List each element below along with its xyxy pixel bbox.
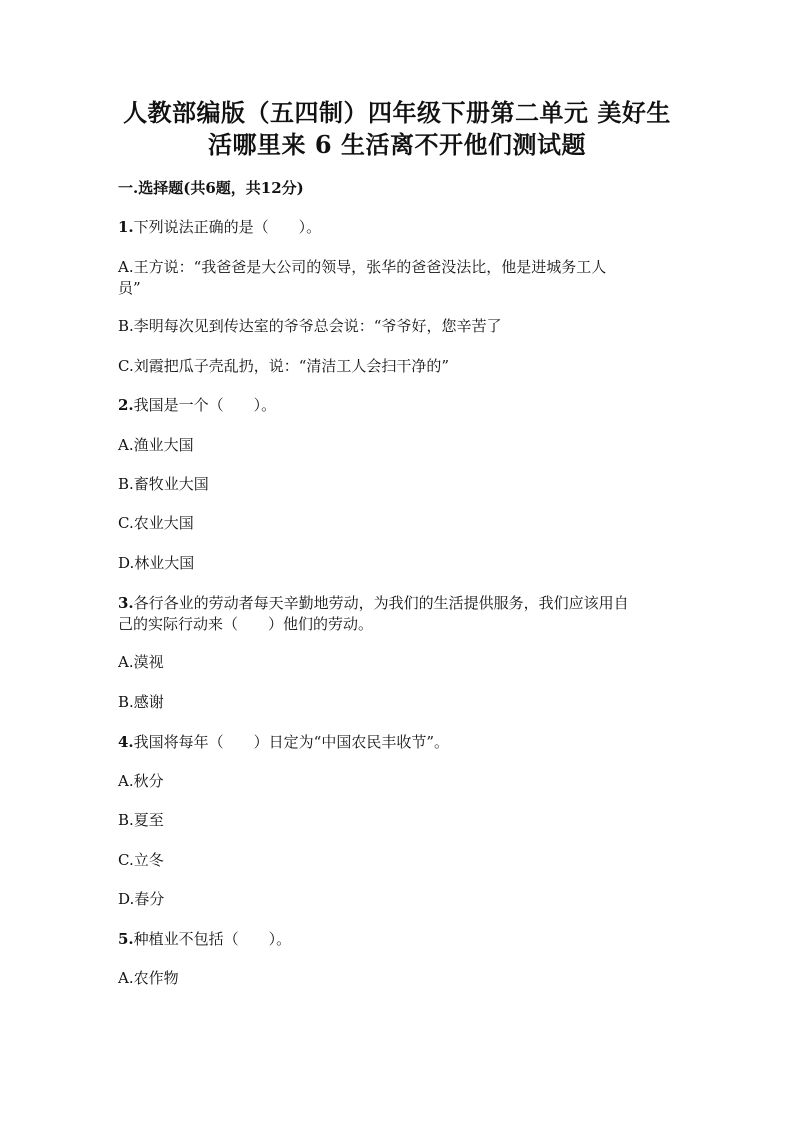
question-2 <box>118 394 678 416</box>
question-number: 1. <box>118 218 134 236</box>
q4-option-b: B.夏至 <box>118 811 164 829</box>
q2-option-b: B.畜牧业大国 <box>118 475 209 493</box>
q3-option-a: A.漠视 <box>118 653 164 671</box>
question-number: 4. <box>118 733 134 751</box>
question-stem-line1: 各行各业的劳动者每天辛勤地劳动，为我们的生活提供服务，我们应该用自 <box>133 594 629 612</box>
q1-option-a-line1: A.王方说：“我爸爸是大公司的领导，张华的爸爸没法比，他是进城务工人 <box>118 258 607 276</box>
question-stem: 下列说法正确的是（ ）。 <box>133 218 322 236</box>
question-5 <box>118 928 678 950</box>
q4-option-d: D.春分 <box>118 890 165 908</box>
question-stem: 我国将每年（ ）日定为“中国农民丰收节”。 <box>133 733 450 751</box>
question-stem: 我国是一个（ ）。 <box>133 396 277 414</box>
q3-option-b: B.感谢 <box>118 693 164 711</box>
q4-option-c: C.立冬 <box>118 851 164 869</box>
q1-option-a-line2: 员” <box>118 279 141 297</box>
question-1 <box>118 216 678 238</box>
q5-option-a: A.农作物 <box>118 969 179 987</box>
q1-option-b: B.李明每次见到传达室的爷爷总会说：“爷爷好，您辛苦了 <box>118 317 502 335</box>
q2-option-d: D.林业大国 <box>118 554 195 572</box>
question-4 <box>118 731 678 753</box>
question-stem: 种植业不包括（ ）。 <box>133 930 292 948</box>
question-number: 5. <box>118 930 134 948</box>
question-number: 2. <box>118 396 134 414</box>
question-number: 3. <box>118 594 134 612</box>
document-title-line2: 活哪里来 6 生活离不开他们测试题 <box>208 130 586 159</box>
q2-option-c: C.农业大国 <box>118 514 194 532</box>
question-3-stem-line2: 己的实际行动来（ ）他们的劳动。 <box>118 615 374 633</box>
section-heading: 一.选择题(共6题，共12分) <box>118 179 304 197</box>
q2-option-a: A.渔业大国 <box>118 436 194 454</box>
q4-option-a: A.秋分 <box>118 772 164 790</box>
document-title-line1: 人教部编版（五四制）四年级下册第二单元 美好生 <box>123 98 671 127</box>
question-3 <box>118 592 678 614</box>
q1-option-c: C.刘霞把瓜子壳乱扔，说：“清洁工人会扫干净的” <box>118 357 450 375</box>
